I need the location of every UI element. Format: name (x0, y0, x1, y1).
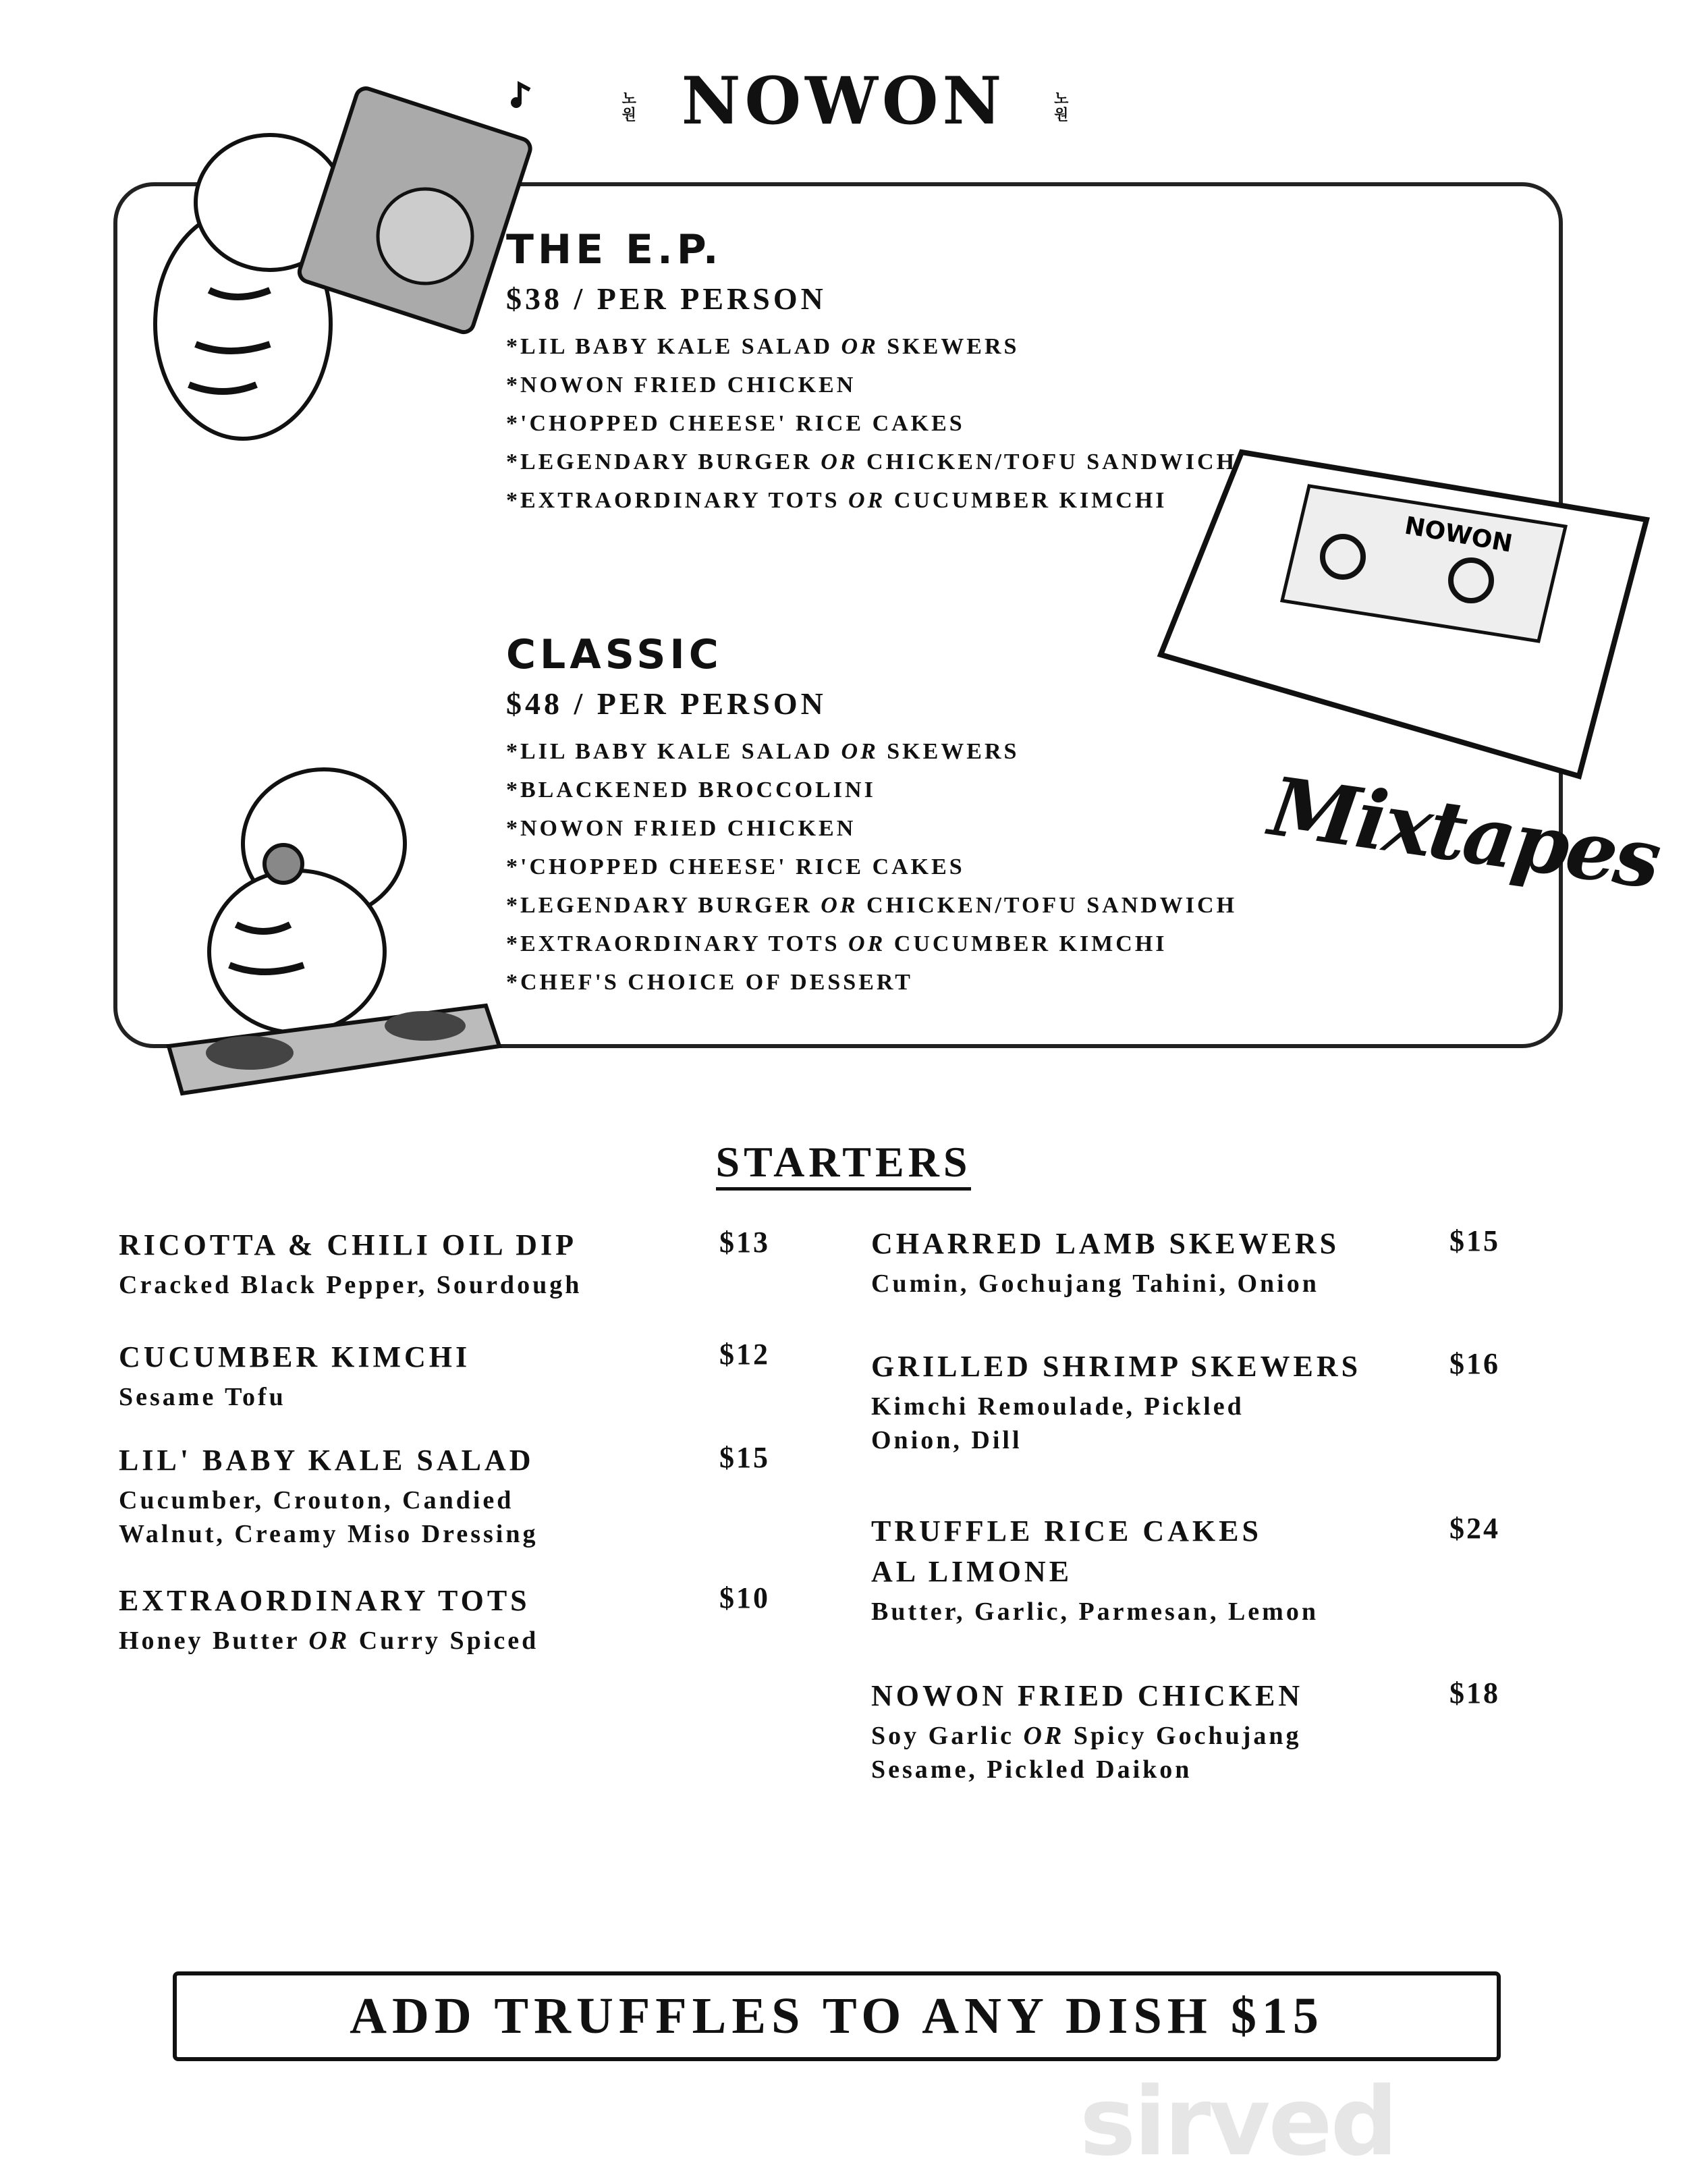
or-text: OR (841, 334, 879, 359)
starters-heading (0, 1137, 1687, 1187)
menu-item-price: $12 (719, 1338, 770, 1371)
text-segment: *EXTRAORDINARY TOTS (506, 488, 849, 513)
package-title: THE E.P. (506, 226, 723, 273)
text-segment: CUCUMBER KIMCHI (885, 931, 1167, 956)
text-segment: Sesame Tofu (119, 1383, 286, 1411)
menu-item-description (119, 1517, 538, 1551)
text-segment: *CHEF'S CHOICE OF DESSERT (506, 970, 913, 995)
menu-item-price: $24 (1449, 1512, 1500, 1545)
menu-item-description (119, 1380, 470, 1414)
menu-item-name: TRUFFLE RICE CAKES (871, 1514, 1262, 1548)
text-segment: CUCUMBER KIMCHI (885, 488, 1167, 513)
menu-item-description (119, 1624, 538, 1658)
or-text: OR (848, 931, 886, 956)
menu-item-description (119, 1483, 538, 1517)
logo-korean-right: 노원 (1051, 90, 1069, 124)
package-the-ep (506, 226, 1237, 520)
package-item (506, 848, 1237, 886)
menu-item (119, 1337, 470, 1414)
package-item (506, 963, 1237, 1002)
menu-item-name: GRILLED SHRIMP SKEWERS (871, 1350, 1362, 1383)
package-item (506, 732, 1237, 771)
starters-heading-text: STARTERS (716, 1138, 972, 1191)
text-segment: Honey Butter (119, 1627, 309, 1655)
package-price: $38 / PER PERSON (506, 281, 827, 316)
text-segment: *NOWON FRIED CHICKEN (506, 373, 856, 398)
text-segment: *LIL BABY KALE SALAD (506, 334, 841, 359)
menu-item-price: $16 (1449, 1347, 1500, 1380)
logo-korean-left: 노원 (619, 90, 636, 124)
menu-item-name: CUCUMBER KIMCHI (119, 1340, 471, 1373)
text-segment: *EXTRAORDINARY TOTS (506, 931, 849, 956)
menu-item (119, 1225, 582, 1302)
text-segment: *LIL BABY KALE SALAD (506, 739, 841, 764)
text-segment: Walnut, Creamy Miso Dressing (119, 1520, 538, 1548)
menu-item-price: $15 (719, 1441, 770, 1474)
package-classic (506, 631, 1237, 1002)
text-segment: *NOWON FRIED CHICKEN (506, 816, 856, 841)
menu-item (871, 1676, 1303, 1786)
text-segment: CHICKEN/TOFU SANDWICH (858, 449, 1238, 474)
menu-item-description (871, 1595, 1319, 1629)
menu-item-description (871, 1719, 1303, 1753)
menu-item-description (871, 1423, 1361, 1457)
menu-item (119, 1440, 538, 1551)
menu-item-name: NOWON FRIED CHICKEN (871, 1679, 1304, 1712)
text-segment: Kimchi Remoulade, Pickled (871, 1392, 1244, 1421)
menu-item-price: $18 (1449, 1676, 1500, 1710)
package-price: $48 / PER PERSON (506, 686, 827, 721)
text-segment: *LEGENDARY BURGER (506, 449, 821, 474)
menu-item-name: AL LIMONE (871, 1555, 1073, 1588)
text-segment: SKEWERS (878, 334, 1020, 359)
or-text: OR (848, 488, 886, 513)
tiger-dj-illustration (162, 709, 513, 1100)
or-text: OR (821, 893, 858, 918)
menu-item-price: $10 (719, 1581, 770, 1614)
text-segment: Sesame, Pickled Daikon (871, 1755, 1192, 1784)
text-segment: Butter, Garlic, Parmesan, Lemon (871, 1598, 1319, 1626)
text-segment: Soy Garlic (871, 1722, 1024, 1750)
or-text: OR (1023, 1722, 1065, 1750)
tiger-boombox-illustration (74, 67, 533, 445)
truffle-banner: ADD TRUFFLES TO ANY DISH $15 (173, 1971, 1501, 2061)
package-items (506, 732, 1237, 1002)
package-item (506, 327, 1237, 366)
text-segment: *BLACKENED BROCCOLINI (506, 777, 876, 802)
menu-item-name: RICOTTA & CHILI OIL DIP (119, 1228, 577, 1261)
text-segment: CHICKEN/TOFU SANDWICH (858, 893, 1238, 918)
cassette-label: NOWON (1402, 512, 1515, 558)
package-item (506, 809, 1237, 848)
menu-item (871, 1511, 1319, 1629)
menu-item-name: LIL' BABY KALE SALAD (119, 1444, 534, 1477)
menu-item-price: $15 (1449, 1224, 1500, 1257)
package-item (506, 443, 1237, 481)
package-item (506, 886, 1237, 925)
mixtapes-script-title: Mixtapes (1264, 759, 1665, 908)
menu-item (871, 1224, 1339, 1301)
or-text: OR (308, 1627, 350, 1655)
package-items (506, 327, 1237, 520)
or-text: OR (841, 739, 879, 764)
package-item (506, 404, 1237, 443)
text-segment: *'CHOPPED CHEESE' RICE CAKES (506, 854, 965, 879)
menu-item-description (871, 1753, 1303, 1786)
menu-item-description (119, 1268, 582, 1302)
text-segment: Curry Spiced (350, 1627, 539, 1655)
text-segment: Cucumber, Crouton, Candied (119, 1486, 514, 1514)
text-segment: *'CHOPPED CHEESE' RICE CAKES (506, 411, 965, 436)
package-item (506, 925, 1237, 963)
watermark: sirved (1080, 2067, 1396, 2177)
text-segment: Cracked Black Pepper, Sourdough (119, 1271, 582, 1299)
text-segment: Cumin, Gochujang Tahini, Onion (871, 1270, 1319, 1298)
logo-text: NOWON (681, 63, 1006, 139)
menu-item-description (871, 1390, 1361, 1423)
menu-item-name: CHARRED LAMB SKEWERS (871, 1227, 1340, 1260)
menu-item (119, 1581, 538, 1658)
menu-item-price: $13 (719, 1226, 770, 1259)
menu-item-description (871, 1267, 1339, 1301)
package-item (506, 771, 1237, 809)
menu-item (871, 1346, 1361, 1457)
package-item (506, 481, 1237, 520)
text-segment: Spicy Gochujang (1064, 1722, 1302, 1750)
menu-item-name: EXTRAORDINARY TOTS (119, 1584, 530, 1617)
or-text: OR (821, 449, 858, 474)
text-segment: Onion, Dill (871, 1426, 1022, 1454)
text-segment: SKEWERS (878, 739, 1020, 764)
package-item (506, 366, 1237, 404)
text-segment: *LEGENDARY BURGER (506, 893, 821, 918)
package-title: CLASSIC (506, 631, 723, 678)
